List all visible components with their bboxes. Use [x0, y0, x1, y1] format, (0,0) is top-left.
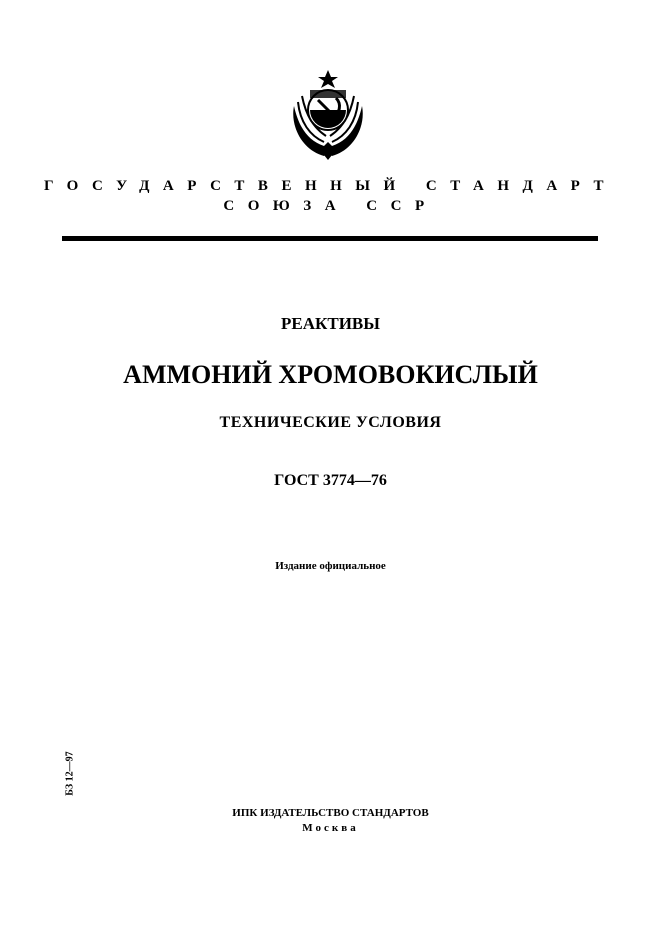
standard-number: ГОСТ 3774—76: [274, 472, 387, 489]
divider: [62, 236, 598, 241]
header-line-1: ГОСУДАРСТВЕННЫЙ СТАНДАРТ: [43, 178, 618, 194]
side-note: БЗ 12—97: [64, 751, 76, 796]
edition-note: Издание официальное: [275, 560, 386, 572]
publisher-city: Москва: [302, 822, 359, 834]
publisher-name: ИПК ИЗДАТЕЛЬСТВО СТАНДАРТОВ: [232, 807, 429, 819]
document-subtitle: ТЕХНИЧЕСКИЕ УСЛОВИЯ: [219, 414, 442, 431]
ussr-coat-of-arms-icon: [280, 66, 376, 162]
document-title: АММОНИЙ ХРОМОВОКИСЛЫЙ: [123, 360, 538, 389]
header-line-2: СОЮЗА ССР: [223, 198, 438, 214]
document-category: РЕАКТИВЫ: [281, 314, 380, 333]
